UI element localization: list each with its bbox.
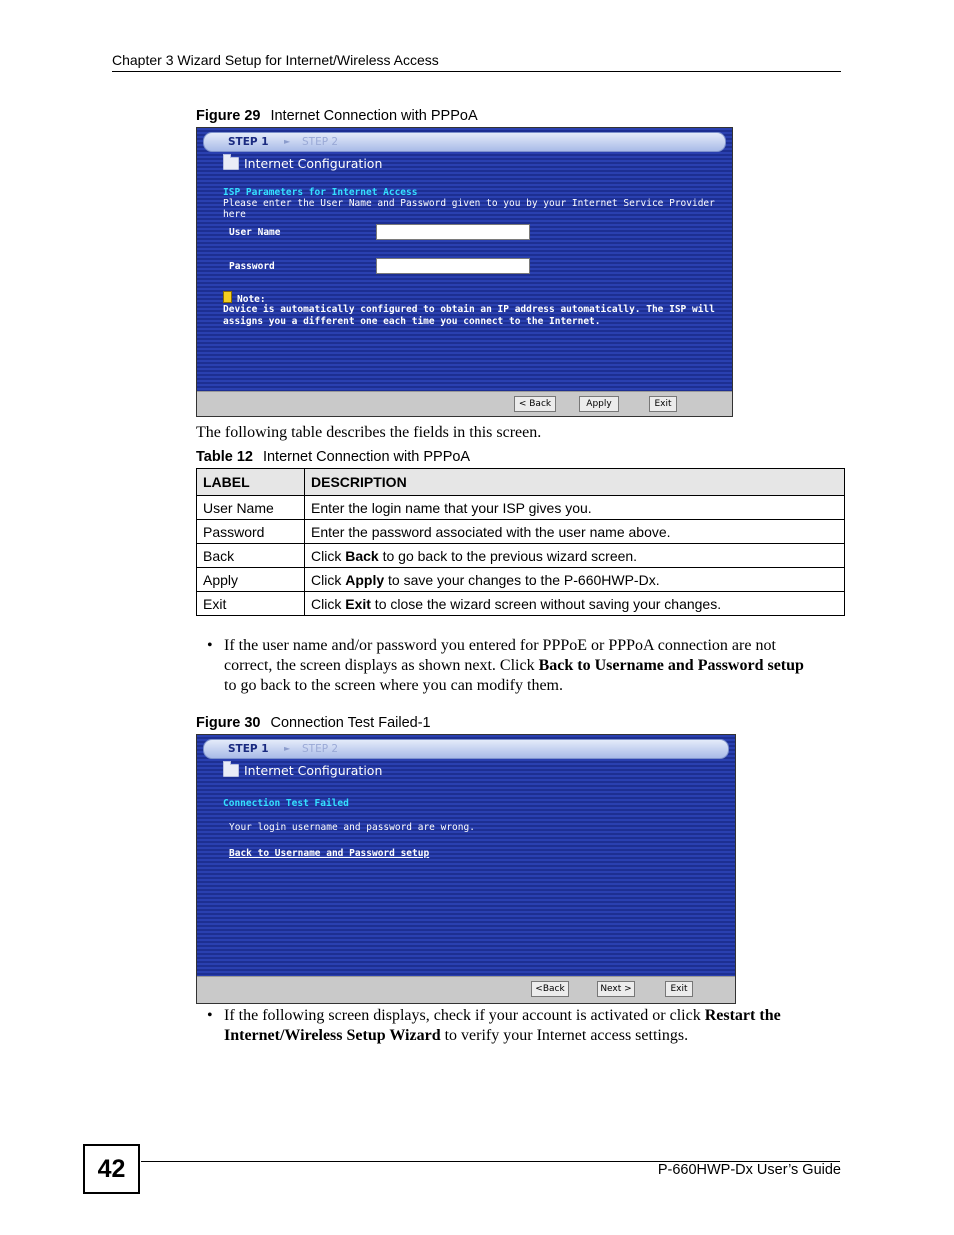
table-caption-text: Internet Connection with PPPoA [262, 449, 471, 465]
folder-icon [223, 764, 239, 777]
back-button[interactable]: <Back [531, 981, 569, 997]
step-2-tab[interactable]: STEP 2 [302, 743, 339, 755]
table-row [197, 592, 845, 616]
column-header-description: DESCRIPTION [305, 469, 845, 496]
row-label: Exit [197, 592, 305, 616]
table-row [197, 496, 845, 520]
figure-29-caption [196, 108, 478, 124]
error-message: Your login username and password are wrong. [229, 822, 475, 833]
guide-title: P-660HWP-Dx User’s Guide [657, 1162, 841, 1178]
user-name-label: User Name [229, 227, 281, 238]
back-button[interactable]: < Back [514, 396, 556, 412]
note-line-2: assigns you a different one each time you connect to the Internet. [223, 316, 601, 327]
exit-button[interactable]: Exit [665, 981, 693, 997]
section-title: Connection Test Failed [223, 798, 349, 809]
fields-table [196, 468, 845, 616]
wizard-steps-bar [203, 739, 729, 759]
figure-29-screenshot [196, 127, 733, 417]
password-label: Password [229, 261, 275, 272]
column-header-label: LABEL [197, 469, 305, 496]
exit-button[interactable]: Exit [649, 396, 677, 412]
table-row [197, 520, 845, 544]
table-label: Table 12 [196, 449, 253, 465]
bullet-icon: • [207, 637, 213, 654]
header-rule [112, 71, 841, 72]
note-line-1: Device is automatically configured to obtain an IP address automatically. The ISP will [223, 304, 715, 315]
bullet-line: If the following screen displays, check if your account is activated or click Restart the [224, 1007, 781, 1024]
bullet-paragraph-1 [207, 636, 844, 696]
section-title: ISP Parameters for Internet Access [223, 187, 418, 198]
step-2-tab[interactable]: STEP 2 [302, 136, 339, 148]
row-description: Click Apply to save your changes to the P-660HWP-Dx. [305, 568, 845, 592]
note-heading: Note: [223, 291, 266, 305]
row-label: Password [197, 520, 305, 544]
bullet-line: correct, the screen displays as shown next. Click Back to Username and Password setup [224, 657, 804, 674]
wizard-title: Internet Configuration [223, 156, 382, 171]
back-to-username-link[interactable]: Back to Username and Password setup [229, 848, 430, 859]
bullet-line: If the user name and/or password you entered for PPPoE or PPPoA connection are not [224, 637, 776, 654]
password-input[interactable] [376, 258, 530, 274]
user-name-input[interactable] [376, 224, 530, 240]
figure-caption-text: Connection Test Failed-1 [270, 715, 431, 731]
arrow-right-icon: ► [284, 137, 291, 146]
apply-button[interactable]: Apply [579, 396, 619, 412]
wizard-steps-bar [203, 132, 726, 152]
chapter-header: Chapter 3 Wizard Setup for Internet/Wireless Access [112, 52, 439, 68]
figure-30-caption [196, 715, 431, 731]
row-description: Enter the password associated with the user name above. [305, 520, 845, 544]
bullet-line: to go back to the screen where you can modify them. [224, 677, 563, 694]
next-button[interactable]: Next > [597, 981, 635, 997]
button-bar [197, 976, 735, 1003]
bullet-paragraph-2 [207, 1006, 844, 1046]
figure-label: Figure 30 [196, 715, 261, 731]
folder-icon [223, 157, 239, 170]
wizard-title: Internet Configuration [223, 763, 382, 778]
table-intro-text: The following table describes the fields in this screen. [196, 424, 542, 441]
row-description: Click Exit to close the wizard screen without saving your changes. [305, 592, 845, 616]
page-number: 42 [83, 1144, 140, 1194]
arrow-right-icon: ► [284, 744, 291, 753]
table-header-row [197, 469, 845, 496]
step-1-tab[interactable]: STEP 1 [228, 743, 269, 755]
figure-label: Figure 29 [196, 108, 261, 124]
row-label: Apply [197, 568, 305, 592]
figure-caption-text: Internet Connection with PPPoA [270, 108, 478, 124]
row-label: User Name [197, 496, 305, 520]
figure-30-screenshot [196, 734, 736, 1004]
table-row [197, 544, 845, 568]
bullet-line: Internet/Wireless Setup Wizard to verify your Internet access settings. [224, 1027, 689, 1044]
step-1-tab[interactable]: STEP 1 [228, 136, 269, 148]
row-label: Back [197, 544, 305, 568]
row-description: Enter the login name that your ISP gives you. [305, 496, 845, 520]
button-bar [197, 391, 732, 416]
note-icon [223, 291, 232, 303]
table-row [197, 568, 845, 592]
row-description: Click Back to go back to the previous wizard screen. [305, 544, 845, 568]
instruction-text: Please enter the User Name and Password given to you by your Internet Service Provider here [223, 198, 715, 220]
table-12-caption [196, 449, 470, 465]
bullet-icon: • [207, 1007, 213, 1024]
